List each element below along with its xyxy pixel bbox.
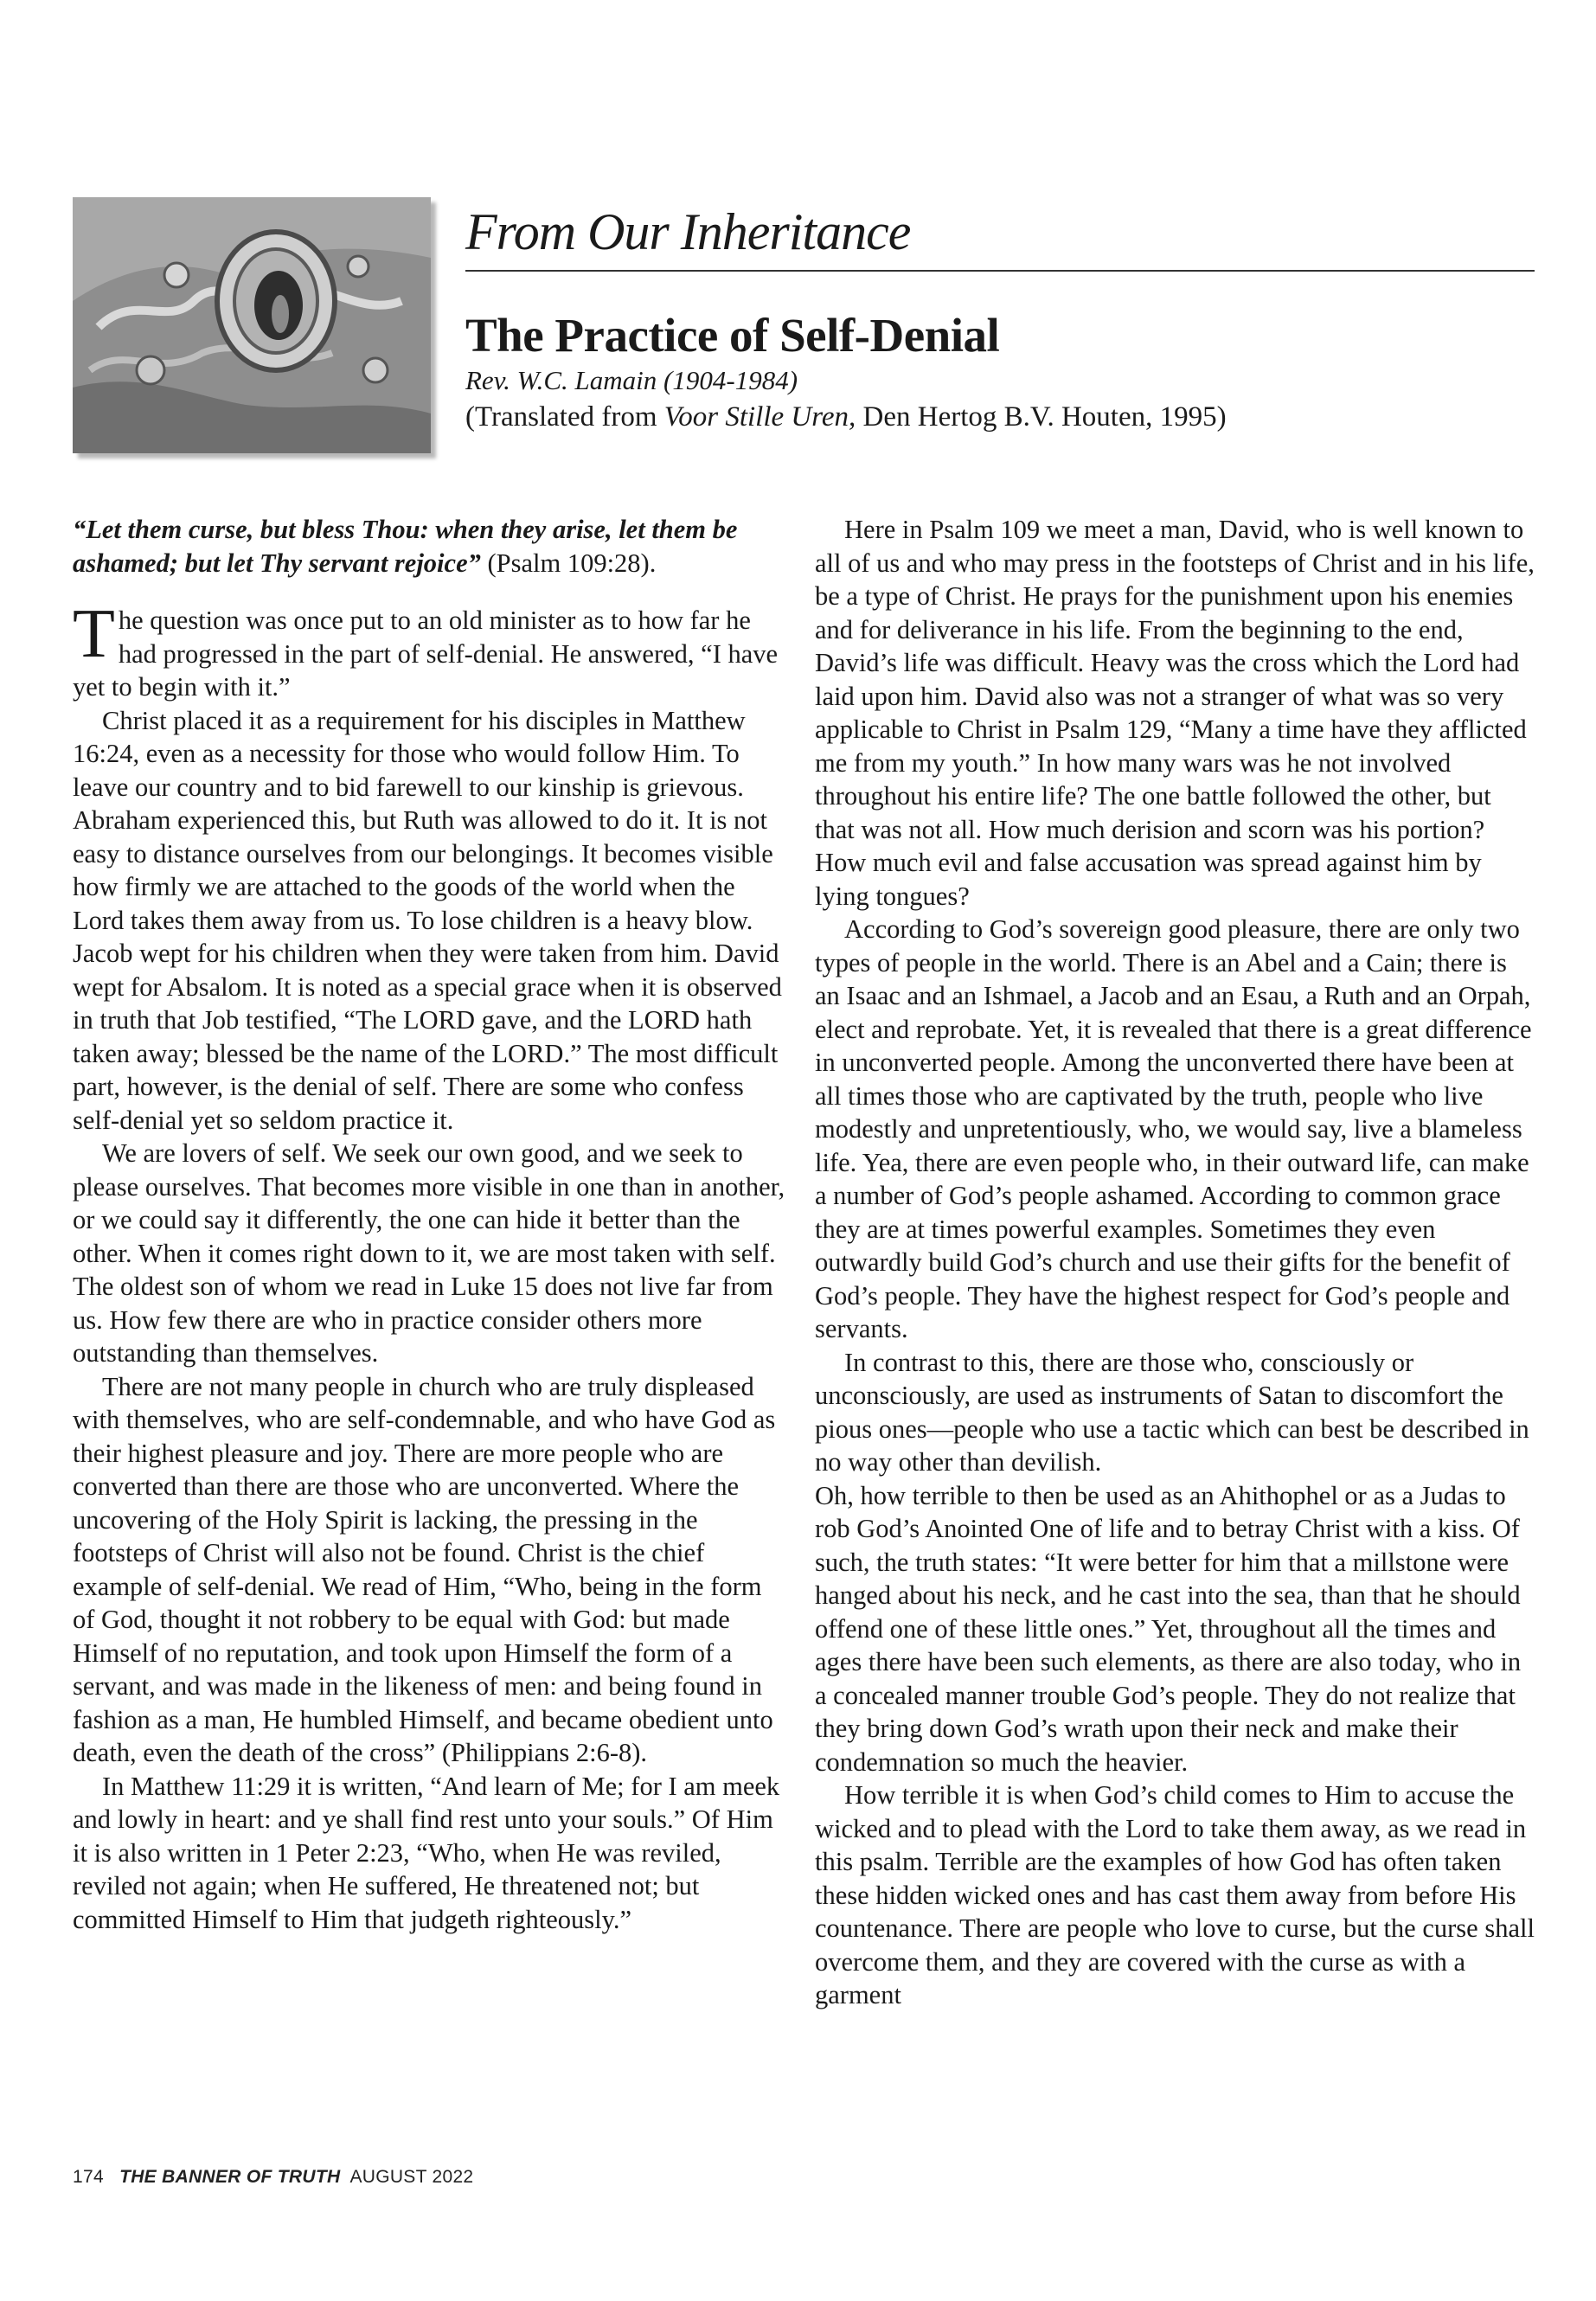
author-byline: Rev. W.C. Lamain (1904-1984) [465, 365, 798, 395]
translation-prefix: (Translated from [465, 401, 664, 433]
page-number: 174 [73, 2167, 104, 2187]
page-footer [73, 2167, 473, 2188]
publication-name: THE BANNER OF TRUTH [119, 2167, 341, 2187]
paragraph-6: Here in Psalm 109 we meet a man, David, who is well known to all of us and who may press in the footsteps of Christ and in his life, be a type of Christ. He prays for the punishment upon his enemies and for deliverance in his life. From the beginning to the end, David’s life was difficult. Heavy was the cross which the Lord had laid upon him. David also was not a stranger of what was so very applicable to Christ in Psalm 129, “Many a time have they afflicted me from my youth.” In how many wars was he not involved throughout his entire life? The one battle followed the other, but that was not all. How much derision and scorn was his portion? How much evil and false accusation was spread against him by lying tongues? [815, 515, 1535, 911]
translation-note [465, 401, 1227, 433]
paragraph-1-text: he question was once put to an old minister as to how far he had progressed in the part of self-denial. He answered, “I have yet to begin with it.” [73, 606, 779, 702]
drop-cap: T [73, 596, 115, 672]
paragraph-9: Oh, how terrible to then be used as an Ahithophel or as a Judas to rob God’s Anointed One of life and to betray Christ with a kiss. Of such, the truth states: “It were better for him that a millstone were hanged about his neck, and he cast into the sea, than that he should offend one of these little ones.” Yet, throughout all the times and ages there have been such elements, as there are also today, who in a concealed manner trouble God’s people. They do not realize that they bring down God’s wrath upon their neck and make their condemnation so much the heavier. [815, 1480, 1522, 1777]
paragraph-1 [73, 596, 787, 704]
paragraph-7: According to God’s sovereign good pleasure, there are only two types of people in the world. There is an Abel and a Cain; there is an Isaac and an Ishmael, a Jacob and an Esau, a Ruth and an Orpah, elect and reprobate. Yet, it is revealed that there is a great difference in unconverted people. Among the unconverted there have been at all times those who are captivated by the truth, people who live modestly and unpretentiously, who, we would say, live a blameless life. Yea, there are even people who, in their outward life, can make a number of God’s people ashamed. According to common grace they are at times powerful examples. Sometimes they even outwardly build God’s church and use their gifts for the benefit of God’s people. They have the highest respect for God’s people and servants. [815, 914, 1532, 1343]
article-title: The Practice of Self-Denial [465, 309, 1000, 362]
right-column [815, 513, 1535, 2012]
paragraph-4: There are not many people in church who are truly displeased with themselves, who are self-condemnable, and who have God as their highest pleasure and joy. There are more people who are converted than there are those who are unconverted. Where the uncovering of the Holy Spirit is lacking, the pressing in the footsteps of Christ will also not be found. Christ is the chief example of self-denial. We read of Him, “Who, being in the form of God, thought it not robbery to be equal with God: but made Himself of no reputation, and took upon Himself the form of a servant, and was made in the likeness of men: and being found in fashion as a man, He humbled Himself, and became obedient unto death, even the death of the cross” (Philippians 2:6-8). [73, 1371, 776, 1767]
paragraph-5: In Matthew 11:29 it is written, “And learn of Me; for I am meek and lowly in heart: and ye shall find rest unto your souls.” Of Him it is also written in 1 Peter 2:23, “Who, when He was reviled, reviled not again; when He suffered, He threatened not; but committed Himself to Him that judgeth righteously.” [73, 1771, 780, 1934]
translation-work: Voor Stille Uren, [663, 401, 856, 433]
paragraph-3: We are lovers of self. We seek our own good, and we seek to please ourselves. That becomes more visible in one than in another, or we could say it differently, the one can hide it better than the other. When it comes right down to it, we are most taken with self. The oldest son of whom we read in Luke 15 does not live far from us. How few there are who in practice consider others more outstanding than themselves. [73, 1138, 785, 1368]
translation-suffix: Den Hertog B.V. Houten, 1995) [856, 401, 1227, 433]
section-heading: From Our Inheritance [465, 206, 1535, 272]
epigraph-quote: “Let them curse, but bless Thou: when they arise, let them be ashamed; but let Thy servant rejoice” [73, 515, 738, 578]
paragraph-2: Christ placed it as a requirement for his disciples in Matthew 16:24, even as a necessity for those who would follow Him. To leave our country and to bid farewell to our kinship is grievous. Abraham experienced this, but Ruth was allowed to do it. It is not easy to distance ourselves from our belongings. It becomes visible how firmly we are attached to the goods of the world when the Lord takes them away from us. To lose children is a heavy blow. Jacob wept for his children when they were taken from him. David wept for Absalom. It is noted as a special grace when it is observed in truth that Job testified, “The LORD gave, and the LORD hath taken away; blessed be the name of the LORD.” The most difficult part, however, is the denial of self. There are some who confess self-denial yet so seldom practice it. [73, 705, 782, 1135]
paragraph-10: How terrible it is when God’s child comes to Him to accuse the wicked and to plead with the Lord to take them away, as we read in this psalm. Terrible are the examples of how God has often taken these hidden wicked ones and has cast them away from before His countenance. There are people who love to curse, but the curse shall overcome them, and they are covered with the curse as with a garment [815, 1780, 1535, 2009]
left-column [73, 513, 787, 1936]
paragraph-8: In contrast to this, there are those who, consciously or unconsciously, are used as instruments of Satan to discomfort the pious ones—people who use a tactic which can best be described in no way other than devilish. [815, 1347, 1529, 1477]
epigraph-reference: (Psalm 109:28). [480, 548, 657, 578]
header-photo [73, 197, 431, 453]
epigraph [73, 513, 787, 580]
ring-brooch-image [73, 197, 431, 453]
issue-date: AUGUST 2022 [349, 2167, 474, 2187]
